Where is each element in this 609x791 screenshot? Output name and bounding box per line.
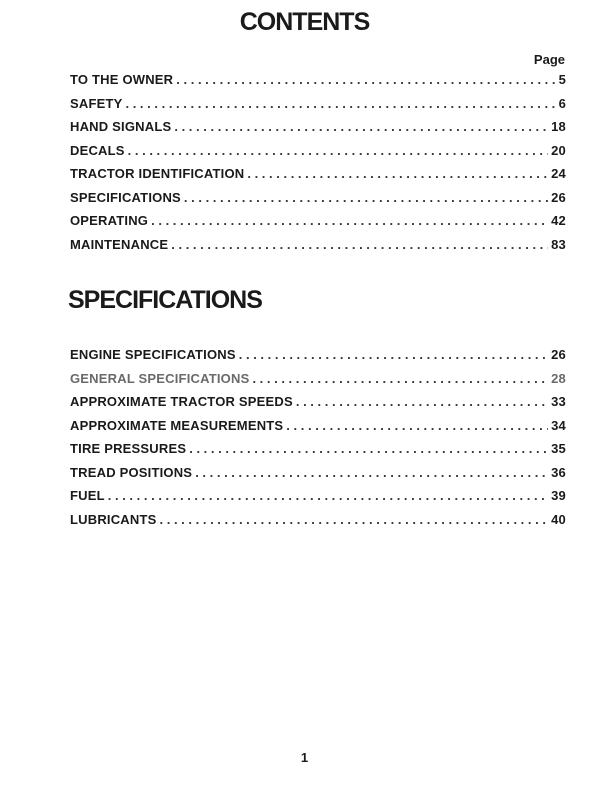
toc-entry-safety[interactable] <box>70 96 566 120</box>
dot-leader <box>189 441 548 456</box>
toc-entry-page: 6 <box>558 95 566 111</box>
dot-leader <box>160 512 549 527</box>
page-title: CONTENTS <box>239 8 370 36</box>
toc-entry-page: 39 <box>551 488 566 503</box>
toc-entry-title: DECALS <box>70 142 125 158</box>
dot-leader <box>128 143 548 158</box>
dot-leader <box>247 166 548 181</box>
section-heading: SPECIFICATIONS <box>68 286 262 314</box>
toc-entry-title: TIRE PRESSURES <box>70 441 187 456</box>
toc-entry-page: 18 <box>551 119 566 134</box>
toc-entry-general-specifications[interactable] <box>70 371 566 395</box>
toc-entry-title: TO THE OWNER <box>70 72 174 87</box>
toc-entry-to-the-owner[interactable] <box>70 72 566 96</box>
toc-entry-title: TRACTOR IDENTIFICATION <box>70 166 245 181</box>
toc-entry-maintenance[interactable] <box>70 237 566 261</box>
dot-leader <box>171 237 548 252</box>
dot-leader <box>239 347 548 362</box>
toc-entry-page: 35 <box>551 441 566 456</box>
toc-entry-page: 28 <box>551 370 566 386</box>
toc-entry-page: 26 <box>551 189 566 205</box>
dot-leader <box>184 190 548 205</box>
dot-leader <box>296 394 548 409</box>
toc-entry-title: FUEL <box>70 488 105 503</box>
toc-entry-page: 24 <box>551 166 566 181</box>
toc-entry-page: 42 <box>551 213 566 228</box>
contents-list <box>70 72 566 260</box>
dot-leader <box>195 465 548 480</box>
toc-entry-title: OPERATING <box>70 213 149 228</box>
toc-entry-page: 83 <box>551 236 566 252</box>
toc-entry-fuel[interactable] <box>70 488 566 512</box>
dot-leader <box>151 213 548 228</box>
toc-entry-title: TREAD POSITIONS <box>70 464 193 480</box>
toc-entry-approximate-tractor-speeds[interactable] <box>70 394 566 418</box>
toc-entry-approximate-measurements[interactable] <box>70 418 566 442</box>
toc-entry-title: ENGINE SPECIFICATIONS <box>70 347 236 362</box>
toc-entry-title: HAND SIGNALS <box>70 119 172 134</box>
toc-entry-operating[interactable] <box>70 213 566 237</box>
toc-entry-page: 34 <box>551 417 566 433</box>
dot-leader <box>174 119 548 134</box>
toc-entry-hand-signals[interactable] <box>70 119 566 143</box>
toc-entry-specifications[interactable] <box>70 190 566 214</box>
toc-entry-tread-positions[interactable] <box>70 465 566 489</box>
dot-leader <box>108 488 548 503</box>
toc-entry-tire-pressures[interactable] <box>70 441 566 465</box>
specifications-list <box>70 347 566 535</box>
dot-leader <box>252 371 548 386</box>
toc-entry-tractor-identification[interactable] <box>70 166 566 190</box>
toc-entry-page: 36 <box>551 464 566 480</box>
dot-leader <box>125 96 555 111</box>
toc-entry-page: 40 <box>551 511 566 527</box>
toc-entry-title: GENERAL SPECIFICATIONS <box>70 370 250 386</box>
dot-leader <box>176 72 555 87</box>
toc-entry-title: MAINTENANCE <box>70 236 169 252</box>
toc-entry-title: APPROXIMATE MEASUREMENTS <box>70 417 284 433</box>
toc-entry-page: 33 <box>551 394 566 409</box>
toc-entry-decals[interactable] <box>70 143 566 167</box>
page-column-label: Page <box>533 52 565 67</box>
toc-entry-title: SAFETY <box>70 95 123 111</box>
toc-entry-page: 20 <box>551 142 566 158</box>
toc-entry-title: APPROXIMATE TRACTOR SPEEDS <box>70 394 293 409</box>
page-number: 1 <box>300 750 309 765</box>
toc-entry-engine-specifications[interactable] <box>70 347 566 371</box>
toc-entry-page: 5 <box>558 72 566 87</box>
toc-entry-page: 26 <box>551 347 566 362</box>
toc-entry-lubricants[interactable] <box>70 512 566 536</box>
toc-entry-title: LUBRICANTS <box>70 511 157 527</box>
toc-entry-title: SPECIFICATIONS <box>70 189 181 205</box>
dot-leader <box>286 418 548 433</box>
